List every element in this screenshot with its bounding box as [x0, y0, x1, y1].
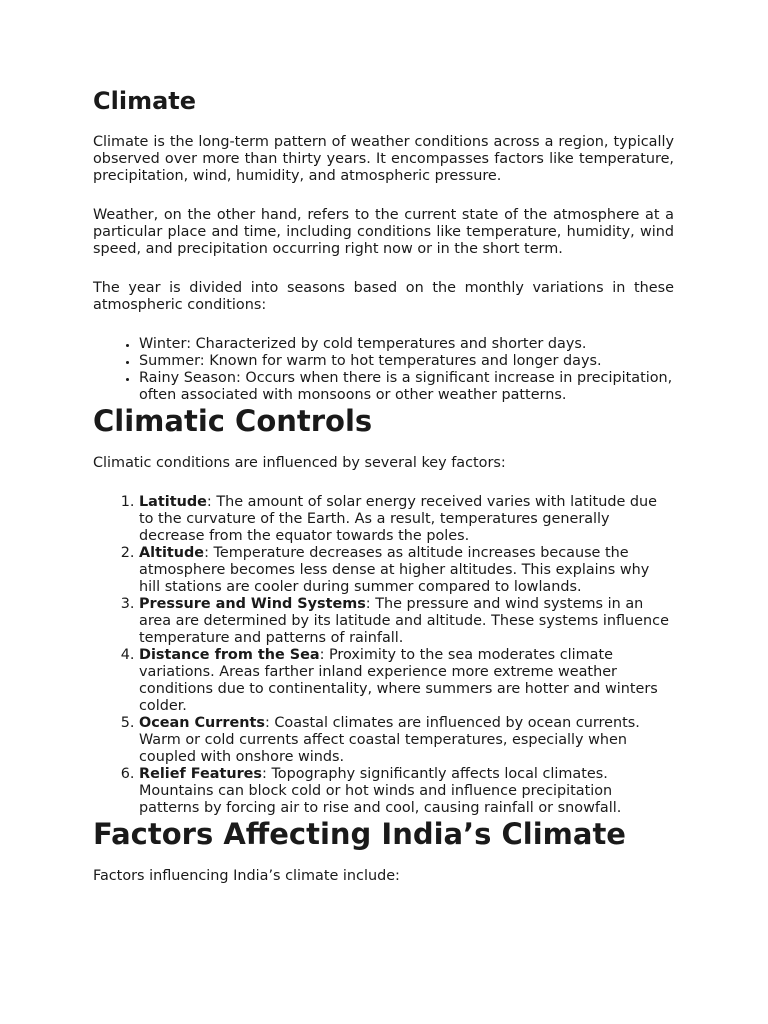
heading-climatic-controls: Climatic Controls [93, 404, 373, 438]
control-item-relief [139, 766, 674, 817]
season-item-summer: • Summer: Known for warm to hot temperatures and longer days. [139, 353, 674, 370]
control-term: Ocean Currents [139, 715, 265, 731]
control-term: Distance from the Sea [139, 647, 320, 663]
control-description: : Proximity to the sea moderates climate variations. Areas farther inland experience more extreme weather conditions due to continentality, where summers are hotter and winters colder. [139, 647, 658, 714]
control-description: : Topography significantly affects local climates. Mountains can block cold or hot winds and influence precipitation patterns by forcing air to rise and cool, causing rainfall or snowfall. [139, 766, 622, 816]
control-term: Latitude [139, 494, 207, 510]
heading-climate: Climate [93, 87, 197, 115]
control-item-ocean-currents [139, 715, 674, 766]
control-description: : The pressure and wind systems in an area are determined by its latitude and altitude. These systems influence temperature and patterns of rainfall. [139, 596, 669, 646]
control-description: : Coastal climates are influenced by ocean currents. Warm or cold currents affect coastal temperatures, especially when coupled with onshore winds. [139, 715, 640, 765]
paragraph-weather-definition: Weather, on the other hand, refers to the current state of the atmosphere at a particular place and time, including conditions like temperature, humidity, wind speed, and precipitation occurring right now or in the short term. [93, 207, 674, 257]
season-item-winter: • Winter: Characterized by cold temperatures and shorter days. [139, 336, 674, 353]
paragraph-india-intro: Factors influencing India’s climate include: [93, 868, 400, 884]
control-description: : The amount of solar energy received varies with latitude due to the curvature of the Earth. As a result, temperatures generally decrease from the equator towards the poles. [139, 494, 657, 544]
control-item-distance-sea [139, 647, 674, 715]
control-term: Pressure and Wind Systems [139, 596, 366, 612]
paragraph-seasons-intro: The year is divided into seasons based on the monthly variations in these atmospheric conditions: [93, 280, 674, 313]
control-item-altitude [139, 545, 674, 596]
control-term: Relief Features [139, 766, 263, 782]
climatic-controls-list [93, 494, 674, 817]
control-item-pressure-wind [139, 596, 674, 647]
heading-india-climate-factors: Factors Affecting India’s Climate [93, 817, 626, 851]
season-item-rainy: • Rainy Season: Occurs when there is a significant increase in precipitation, often associated with monsoons or other weather patterns. [139, 370, 674, 404]
control-description: : Temperature decreases as altitude increases because the atmosphere becomes less dense at higher altitudes. This explains why hill stations are cooler during summer compared to lowlands. [139, 545, 650, 595]
paragraph-controls-intro: Climatic conditions are influenced by several key factors: [93, 455, 506, 471]
paragraph-climate-definition: Climate is the long-term pattern of weather conditions across a region, typically observed over more than thirty years. It encompasses factors like temperature, precipitation, wind, humidity, and atmospheric pressure. [93, 134, 674, 184]
seasons-list [93, 336, 674, 404]
control-term: Altitude [139, 545, 205, 561]
control-item-latitude [139, 494, 674, 545]
